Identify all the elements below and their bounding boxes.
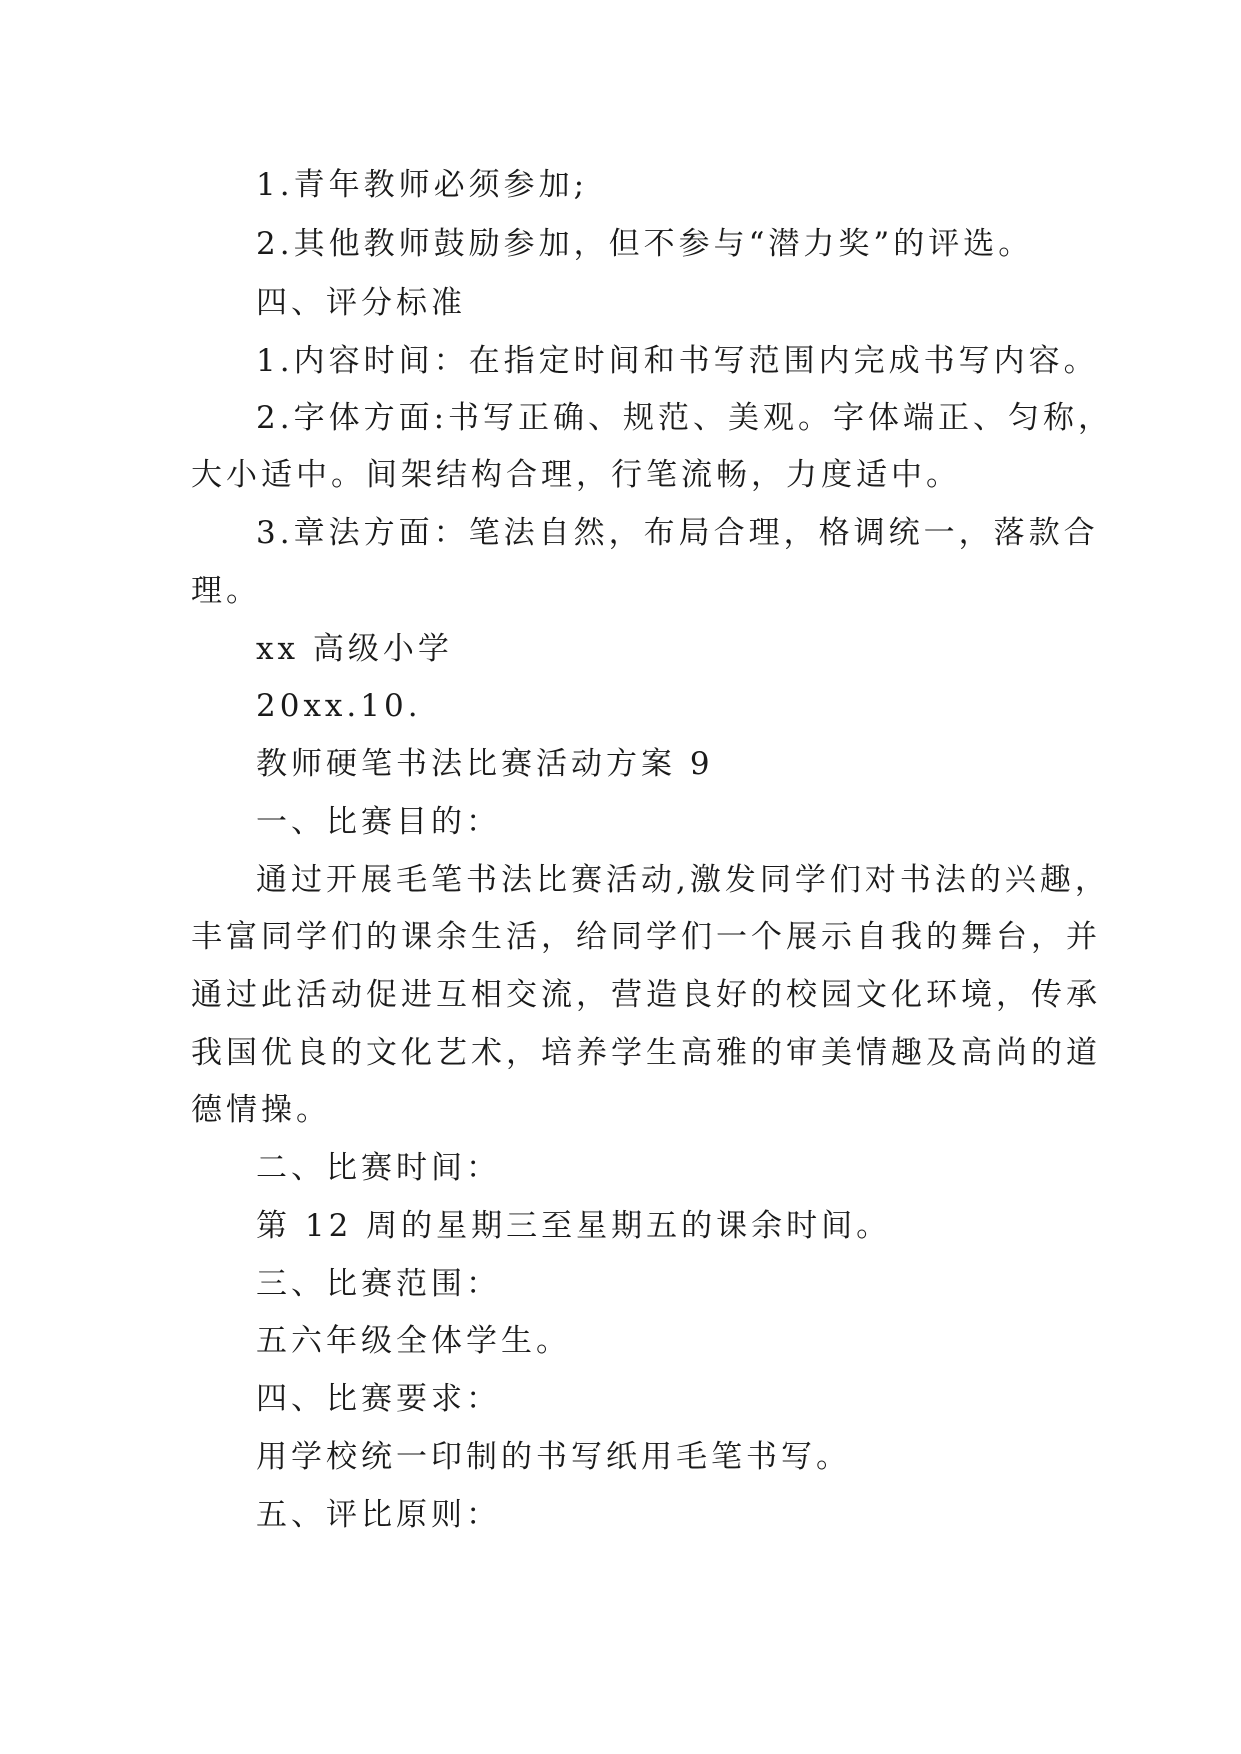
section-heading-requirements: 四、比赛要求： xyxy=(256,1381,501,1417)
paragraph-line: 丰富同学们的课余生活，给同学们一个展示自我的舞台，并 xyxy=(191,919,1101,955)
list-item-content-time: 1.内容时间：在指定时间和书写范围内完成书写内容。 xyxy=(256,343,1099,379)
paragraph-line: 大小适中。间架结构合理，行笔流畅，力度适中。 xyxy=(191,457,961,493)
section-heading-scoring: 四、评分标准 xyxy=(256,285,466,321)
paragraph-line: 第 12 周的星期三至星期五的课余时间。 xyxy=(256,1208,892,1244)
document-title: 教师硬笔书法比赛活动方案 9 xyxy=(256,746,714,782)
paragraph-line: 用学校统一印制的书写纸用毛笔书写。 xyxy=(256,1439,851,1475)
section-heading-principles: 五、评比原则： xyxy=(256,1497,501,1533)
paragraph-line: 通过此活动促进互相交流，营造良好的校园文化环境，传承 xyxy=(191,977,1101,1013)
paragraph-line: 五六年级全体学生。 xyxy=(256,1323,571,1359)
list-item-composition: 3.章法方面：笔法自然，布局合理，格调统一，落款合 xyxy=(256,515,1099,551)
paragraph-line: 通过开展毛笔书法比赛活动,激发同学们对书法的兴趣， xyxy=(256,862,1110,898)
signature-school: xx 高级小学 xyxy=(256,631,453,667)
list-item-font: 2.字体方面:书写正确、规范、美观。字体端正、匀称， xyxy=(256,400,1114,436)
section-heading-scope: 三、比赛范围： xyxy=(256,1266,501,1302)
section-heading-purpose: 一、比赛目的： xyxy=(256,804,501,840)
signature-date: 20xx.10. xyxy=(256,688,422,724)
list-item-other-teachers: 2.其他教师鼓励参加，但不参与“潜力奖”的评选。 xyxy=(256,226,1034,262)
paragraph-line: 德情操。 xyxy=(191,1092,331,1128)
list-item-young-teachers: 1.青年教师必须参加; xyxy=(256,167,589,203)
section-heading-time: 二、比赛时间： xyxy=(256,1150,501,1186)
paragraph-line: 理。 xyxy=(191,573,261,609)
paragraph-line: 我国优良的文化艺术，培养学生高雅的审美情趣及高尚的道 xyxy=(191,1035,1101,1071)
